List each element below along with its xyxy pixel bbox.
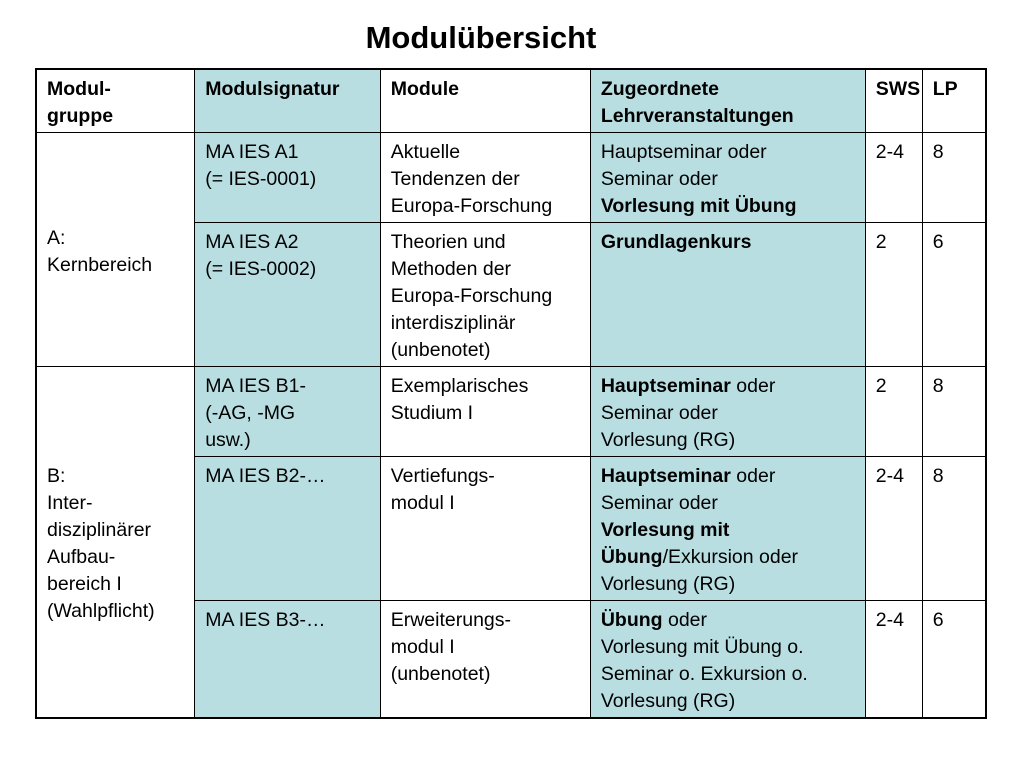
- courses-cell: [590, 457, 865, 601]
- course-text: oder Seminar oder: [600, 465, 776, 514]
- courses-cell: [590, 223, 865, 367]
- page-title: Modulübersicht: [365, 20, 597, 55]
- signature-cell: MA IES B3-…: [195, 601, 381, 719]
- lp-cell: 6: [922, 223, 986, 367]
- signature-cell: MA IES A2 (= IES-0002): [195, 223, 381, 367]
- sws-cell: 2: [865, 367, 922, 457]
- sws-cell: 2-4: [865, 133, 922, 223]
- group-cell-b: B: Inter- disziplinärer Aufbau- bereich I (Wahlpflicht): [36, 367, 195, 719]
- course-text-bold: Hauptseminar: [600, 375, 731, 397]
- course-text-bold: Hauptseminar: [600, 465, 731, 487]
- signature-cell: MA IES A1 (= IES-0001): [195, 133, 381, 223]
- group-cell-a: A: Kernbereich: [36, 133, 195, 367]
- module-cell: Erweiterungs- modul I (unbenotet): [380, 601, 590, 719]
- lp-cell: 8: [922, 457, 986, 601]
- table-header-row: [36, 69, 986, 133]
- course-text: oder Vorlesung mit Übung o. Seminar o. Exkursion o. Vorlesung (RG): [600, 609, 808, 712]
- course-text: Hauptseminar oder Seminar oder: [600, 141, 767, 190]
- course-text-bold: Vorlesung mit Übung: [600, 195, 797, 217]
- module-cell: Aktuelle Tendenzen der Europa-Forschung: [380, 133, 590, 223]
- courses-cell: [590, 367, 865, 457]
- table-row: [36, 133, 986, 223]
- sws-cell: 2-4: [865, 457, 922, 601]
- lp-cell: 8: [922, 133, 986, 223]
- signature-cell: MA IES B2-…: [195, 457, 381, 601]
- course-text-bold: Übung: [600, 609, 663, 631]
- courses-cell: [590, 133, 865, 223]
- header-modul-gruppe: Modul- gruppe: [36, 69, 195, 133]
- course-text: oder Seminar oder Vorlesung (RG): [600, 375, 776, 451]
- signature-cell: MA IES B1- (-AG, -MG usw.): [195, 367, 381, 457]
- module-cell: Exemplarisches Studium I: [380, 367, 590, 457]
- header-modulsignatur: Modulsignatur: [195, 69, 381, 133]
- sws-cell: 2-4: [865, 601, 922, 719]
- lp-cell: 8: [922, 367, 986, 457]
- header-lp: LP: [922, 69, 986, 133]
- course-text: /Exkursion oder Vorlesung (RG): [600, 546, 799, 595]
- header-module: Module: [380, 69, 590, 133]
- sws-cell: 2: [865, 223, 922, 367]
- header-sws: SWS: [865, 69, 922, 133]
- courses-cell: [590, 601, 865, 719]
- module-cell: Theorien und Methoden der Europa-Forschung interdisziplinär (unbenotet): [380, 223, 590, 367]
- table-row: [36, 367, 986, 457]
- course-text-bold: Grundlagenkurs: [600, 231, 752, 253]
- module-cell: Vertiefungs- modul I: [380, 457, 590, 601]
- header-lehrveranstaltungen: Zugeordnete Lehrveranstaltungen: [590, 69, 865, 133]
- course-text-bold: Vorlesung mit Übung: [600, 519, 730, 568]
- lp-cell: 6: [922, 601, 986, 719]
- module-table: [35, 68, 987, 719]
